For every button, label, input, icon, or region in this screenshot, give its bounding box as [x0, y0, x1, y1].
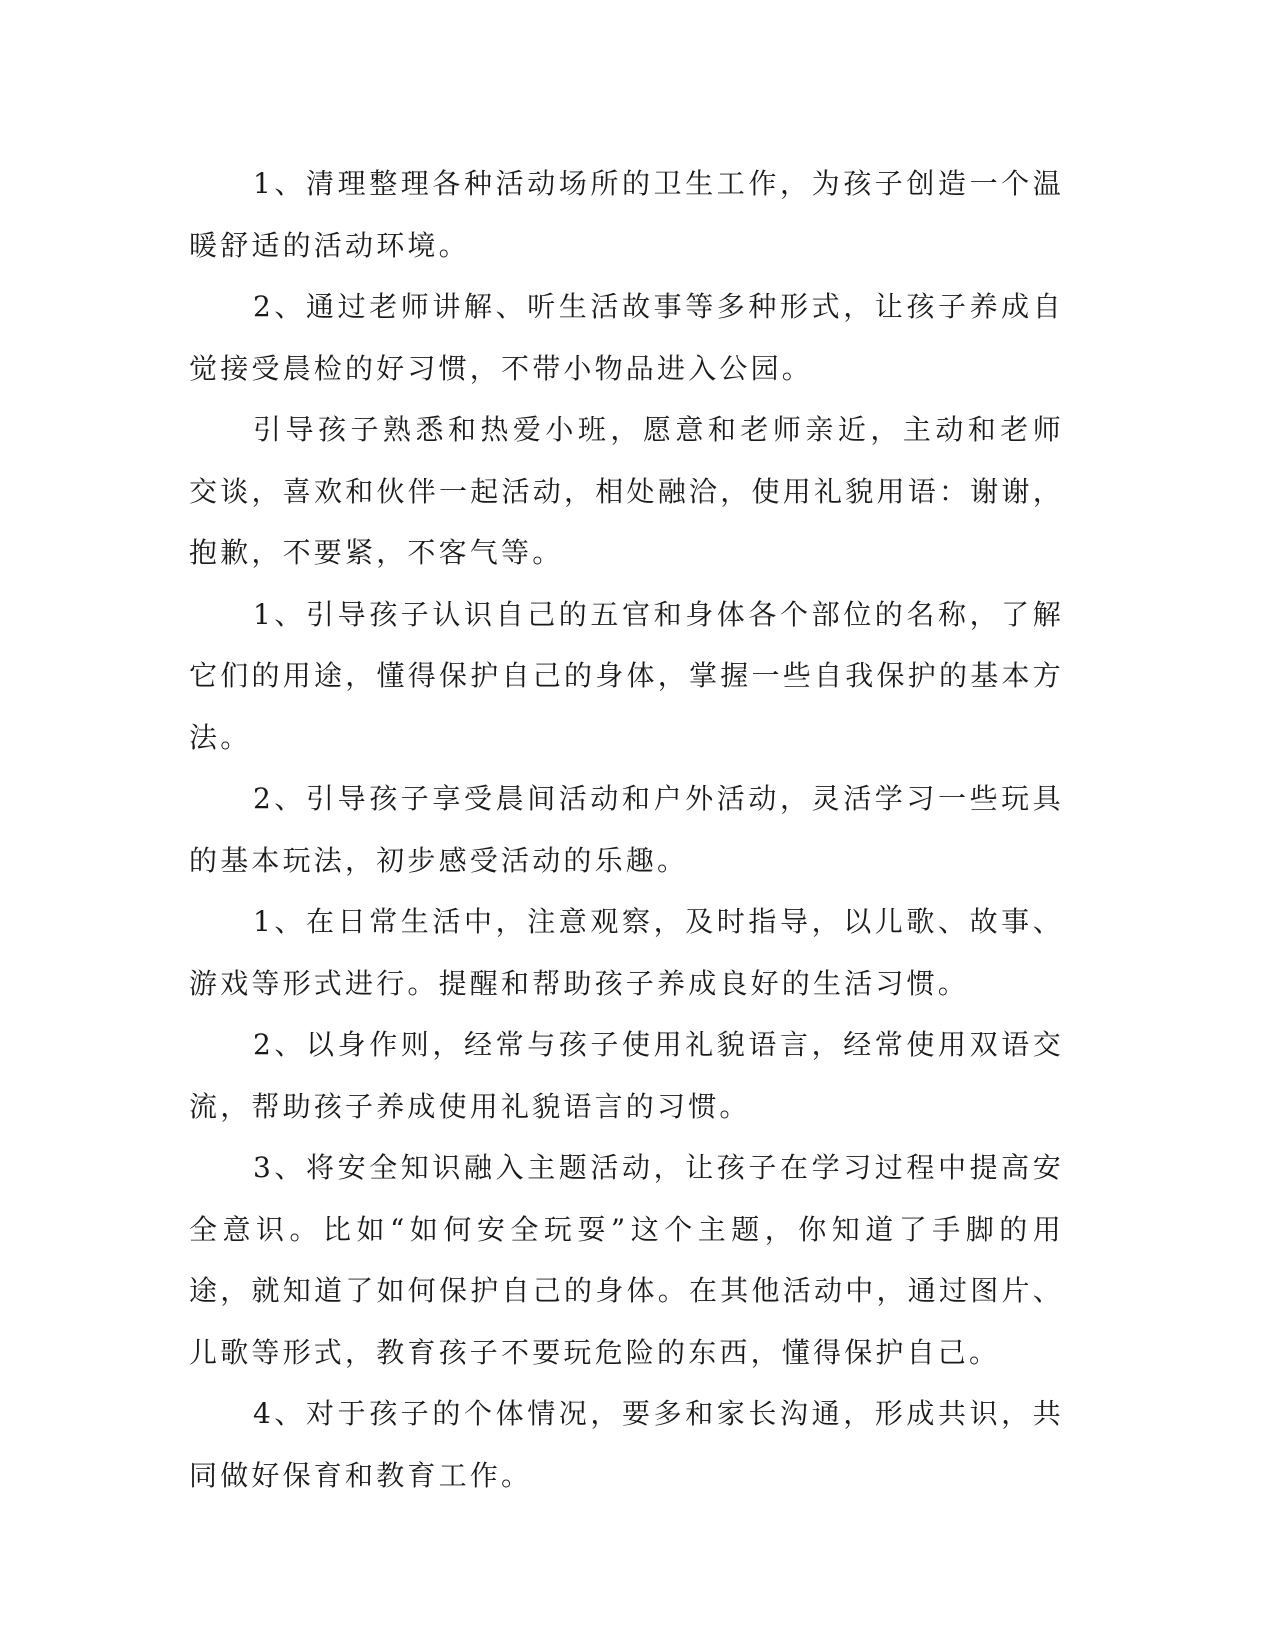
paragraph-morning-check: 2、通过老师讲解、听生活故事等多种形式，让孩子养成自觉接受晨检的好习惯，不带小物品进入公园。 — [189, 290, 1064, 385]
paragraph-morning-activities: 2、引导孩子享受晨间活动和户外活动，灵活学习一些玩具的基本玩法，初步感受活动的乐趣。 — [189, 782, 1064, 877]
paragraph-safety: 3、将安全知识融入主题活动，让孩子在学习过程中提高安全意识。比如“如何安全玩耍”这个主题，你知道了手脚的用途，就知道了如何保护自己的身体。在其他活动中，通过图片、儿歌等形式，教育孩子不要玩危险的东西，懂得保护自己。 — [189, 1151, 1064, 1369]
paragraph-daily-life: 1、在日常生活中，注意观察，及时指导，以儿歌、故事、游戏等形式进行。提醒和帮助孩子养成良好的生活习惯。 — [189, 905, 1064, 1000]
paragraph-body-parts: 1、引导孩子认识自己的五官和身体各个部位的名称，了解它们的用途，懂得保护自己的身体，掌握一些自我保护的基本方法。 — [189, 597, 1064, 754]
paragraph-cleaning: 1、清理整理各种活动场所的卫生工作，为孩子创造一个温暖舒适的活动环境。 — [189, 167, 1064, 262]
paragraph-guide-class: 引导孩子熟悉和热爱小班，愿意和老师亲近，主动和老师交谈，喜欢和伙伴一起活动，相处融洽，使用礼貌用语：谢谢，抱歉，不要紧，不客气等。 — [189, 413, 1064, 569]
document-body — [189, 153, 1064, 1506]
paragraph-polite-language: 2、以身作则，经常与孩子使用礼貌语言，经常使用双语交流，帮助孩子养成使用礼貌语言的习惯。 — [189, 1028, 1064, 1123]
paragraph-parent-communication: 4、对于孩子的个体情况，要多和家长沟通，形成共识，共同做好保育和教育工作。 — [189, 1397, 1064, 1492]
